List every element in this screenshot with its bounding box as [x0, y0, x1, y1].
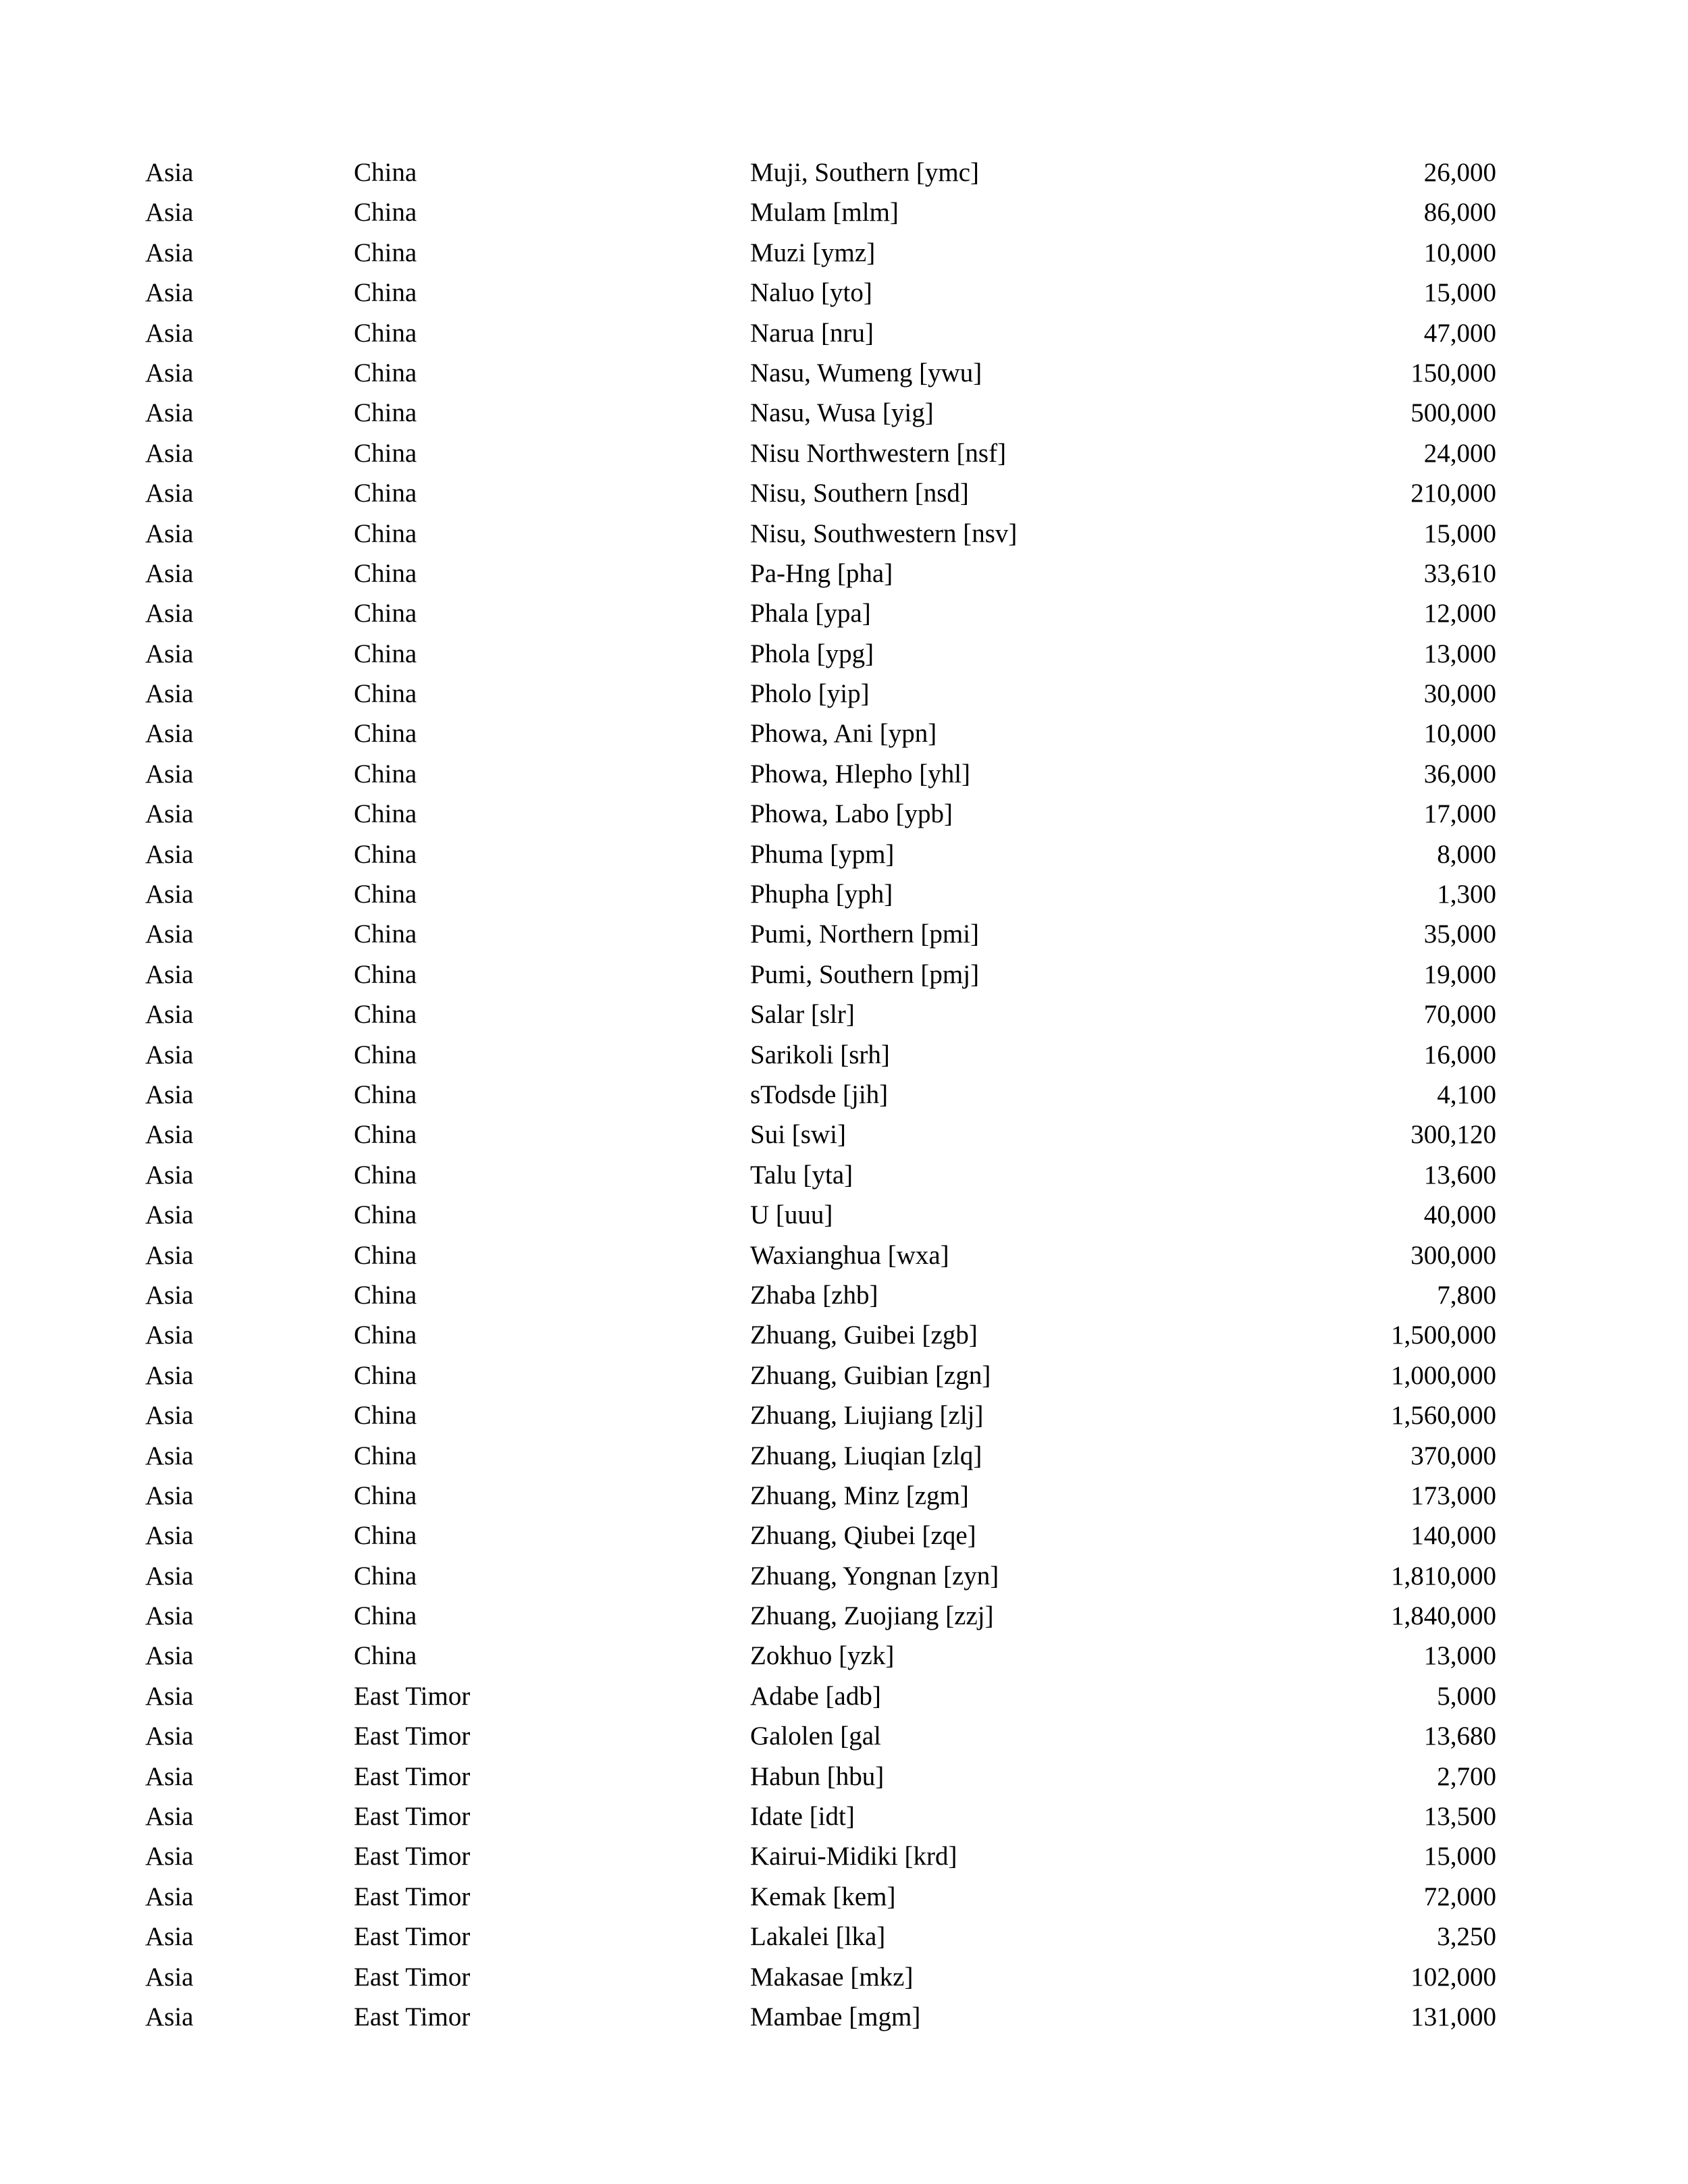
country-cell: China	[354, 1601, 417, 1631]
country-cell: China	[354, 959, 417, 989]
country-cell: China	[354, 1200, 417, 1230]
region-cell: Asia	[145, 1802, 194, 1832]
population-cell: 1,300	[1437, 880, 1496, 909]
table-row	[0, 233, 1688, 273]
population-cell: 5,000	[1437, 1681, 1496, 1711]
language-cell: Salar [slr]	[750, 1000, 855, 1030]
language-cell: Nasu, Wusa [yig]	[750, 398, 934, 428]
table-row	[0, 1035, 1688, 1075]
country-cell: China	[354, 1000, 417, 1030]
population-cell: 17,000	[1423, 799, 1496, 829]
region-cell: Asia	[145, 158, 194, 187]
table-row	[0, 714, 1688, 753]
region-cell: Asia	[145, 719, 194, 749]
language-cell: Idate [idt]	[750, 1802, 855, 1832]
language-cell: Zhuang, Guibian [zgn]	[750, 1360, 991, 1390]
country-cell: China	[354, 759, 417, 789]
population-cell: 8,000	[1437, 839, 1496, 869]
population-cell: 1,810,000	[1391, 1561, 1496, 1591]
table-row	[0, 634, 1688, 674]
region-cell: Asia	[145, 1321, 194, 1350]
table-row	[0, 955, 1688, 994]
country-cell: China	[354, 639, 417, 668]
language-cell: Zhaba [zhb]	[750, 1280, 878, 1310]
table-row	[0, 1716, 1688, 1756]
country-cell: East Timor	[354, 1922, 471, 1952]
population-cell: 210,000	[1410, 479, 1496, 508]
population-cell: 1,000,000	[1391, 1360, 1496, 1390]
country-cell: China	[354, 438, 417, 468]
region-cell: Asia	[145, 1360, 194, 1390]
region-cell: Asia	[145, 1641, 194, 1671]
table-row	[0, 1957, 1688, 1997]
language-cell: Zhuang, Liujiang [zlj]	[750, 1401, 984, 1431]
country-cell: East Timor	[354, 1722, 471, 1751]
country-cell: East Timor	[354, 1761, 471, 1791]
population-cell: 500,000	[1410, 398, 1496, 428]
population-cell: 131,000	[1410, 2002, 1496, 2031]
country-cell: China	[354, 920, 417, 949]
region-cell: Asia	[145, 1681, 194, 1711]
population-cell: 10,000	[1423, 719, 1496, 749]
country-cell: China	[354, 1321, 417, 1350]
region-cell: Asia	[145, 358, 194, 388]
region-cell: Asia	[145, 1000, 194, 1030]
table-row	[0, 192, 1688, 232]
table-row	[0, 1395, 1688, 1435]
population-cell: 47,000	[1423, 318, 1496, 348]
country-cell: China	[354, 1240, 417, 1270]
country-cell: China	[354, 679, 417, 709]
region-cell: Asia	[145, 1240, 194, 1270]
language-cell: Pa-Hng [pha]	[750, 558, 893, 588]
language-cell: Lakalei [lka]	[750, 1922, 886, 1952]
population-cell: 300,000	[1410, 1240, 1496, 1270]
table-row	[0, 1356, 1688, 1395]
table-row	[0, 1636, 1688, 1676]
table-row	[0, 874, 1688, 914]
table-row	[0, 1917, 1688, 1956]
language-cell: Makasae [mkz]	[750, 1962, 914, 1992]
table-row	[0, 353, 1688, 393]
region-cell: Asia	[145, 1040, 194, 1069]
region-cell: Asia	[145, 759, 194, 789]
table-row	[0, 153, 1688, 192]
country-cell: China	[354, 839, 417, 869]
table-row	[0, 1155, 1688, 1195]
language-cell: Zhuang, Guibei [zgb]	[750, 1321, 978, 1350]
region-cell: Asia	[145, 1962, 194, 1992]
region-cell: Asia	[145, 198, 194, 228]
country-cell: East Timor	[354, 1802, 471, 1832]
country-cell: China	[354, 1160, 417, 1190]
region-cell: Asia	[145, 839, 194, 869]
language-cell: Zhuang, Minz [zgm]	[750, 1481, 969, 1510]
language-cell: Zokhuo [yzk]	[750, 1641, 895, 1671]
table-row	[0, 914, 1688, 954]
country-cell: East Timor	[354, 1681, 471, 1711]
country-cell: East Timor	[354, 1842, 471, 1871]
language-cell: Nisu, Southern [nsd]	[750, 479, 969, 508]
country-cell: China	[354, 1401, 417, 1431]
table-row	[0, 1436, 1688, 1476]
population-cell: 7,800	[1437, 1280, 1496, 1310]
region-cell: Asia	[145, 1481, 194, 1510]
region-cell: Asia	[145, 318, 194, 348]
region-cell: Asia	[145, 799, 194, 829]
population-cell: 3,250	[1437, 1922, 1496, 1952]
population-cell: 13,500	[1423, 1802, 1496, 1832]
language-cell: Phowa, Hlepho [yhl]	[750, 759, 971, 789]
country-cell: China	[354, 358, 417, 388]
region-cell: Asia	[145, 1401, 194, 1431]
region-cell: Asia	[145, 479, 194, 508]
country-cell: East Timor	[354, 2002, 471, 2031]
language-cell: Phowa, Ani [ypn]	[750, 719, 937, 749]
country-cell: China	[354, 238, 417, 267]
table-row	[0, 1075, 1688, 1115]
table-row	[0, 514, 1688, 554]
table-row	[0, 1195, 1688, 1235]
country-cell: China	[354, 398, 417, 428]
region-cell: Asia	[145, 1561, 194, 1591]
country-cell: East Timor	[354, 1962, 471, 1992]
table-row	[0, 1315, 1688, 1355]
country-cell: China	[354, 518, 417, 548]
language-cell: Sui [swi]	[750, 1120, 846, 1150]
country-cell: China	[354, 719, 417, 749]
region-cell: Asia	[145, 1120, 194, 1150]
table-row	[0, 834, 1688, 874]
region-cell: Asia	[145, 1922, 194, 1952]
country-cell: China	[354, 1080, 417, 1109]
region-cell: Asia	[145, 238, 194, 267]
population-cell: 1,560,000	[1391, 1401, 1496, 1431]
table-row	[0, 473, 1688, 513]
population-cell: 4,100	[1437, 1080, 1496, 1109]
language-cell: Talu [yta]	[750, 1160, 853, 1190]
region-cell: Asia	[145, 679, 194, 709]
country-cell: China	[354, 1561, 417, 1591]
population-cell: 26,000	[1423, 158, 1496, 187]
region-cell: Asia	[145, 1200, 194, 1230]
population-cell: 10,000	[1423, 238, 1496, 267]
population-cell: 140,000	[1410, 1521, 1496, 1551]
table-row	[0, 1476, 1688, 1516]
language-cell: Phola [ypg]	[750, 639, 874, 668]
table-row	[0, 1516, 1688, 1555]
country-cell: China	[354, 198, 417, 228]
country-cell: China	[354, 278, 417, 308]
region-cell: Asia	[145, 1761, 194, 1791]
population-cell: 13,000	[1423, 1641, 1496, 1671]
population-cell: 370,000	[1410, 1441, 1496, 1470]
language-cell: Zhuang, Liuqian [zlq]	[750, 1441, 982, 1470]
language-cell: Kairui-Midiki [krd]	[750, 1842, 957, 1871]
table-row	[0, 674, 1688, 714]
language-cell: Pholo [yip]	[750, 679, 870, 709]
language-cell: sTodsde [jih]	[750, 1080, 889, 1109]
country-cell: China	[354, 1120, 417, 1150]
table-row	[0, 1997, 1688, 2037]
table-row	[0, 593, 1688, 633]
table-row	[0, 1877, 1688, 1917]
table-row	[0, 1275, 1688, 1315]
country-cell: China	[354, 799, 417, 829]
population-cell: 36,000	[1423, 759, 1496, 789]
region-cell: Asia	[145, 2002, 194, 2031]
table-row	[0, 994, 1688, 1034]
language-cell: Phupha [yph]	[750, 880, 893, 909]
table-row	[0, 1235, 1688, 1275]
table-row	[0, 1596, 1688, 1636]
population-cell: 15,000	[1423, 1842, 1496, 1871]
region-cell: Asia	[145, 438, 194, 468]
language-cell: Pumi, Northern [pmi]	[750, 920, 980, 949]
country-cell: China	[354, 1280, 417, 1310]
population-cell: 15,000	[1423, 518, 1496, 548]
population-cell: 2,700	[1437, 1761, 1496, 1791]
table-row	[0, 794, 1688, 834]
population-cell: 102,000	[1410, 1962, 1496, 1992]
population-cell: 24,000	[1423, 438, 1496, 468]
population-cell: 1,500,000	[1391, 1321, 1496, 1350]
population-cell: 13,600	[1423, 1160, 1496, 1190]
language-cell: Zhuang, Qiubei [zqe]	[750, 1521, 976, 1551]
country-cell: China	[354, 558, 417, 588]
language-cell: Zhuang, Zuojiang [zzj]	[750, 1601, 994, 1631]
region-cell: Asia	[145, 1160, 194, 1190]
language-cell: Zhuang, Yongnan [zyn]	[750, 1561, 999, 1591]
population-cell: 150,000	[1410, 358, 1496, 388]
language-cell: Mulam [mlm]	[750, 198, 899, 228]
region-cell: Asia	[145, 558, 194, 588]
country-cell: China	[354, 880, 417, 909]
region-cell: Asia	[145, 1080, 194, 1109]
region-cell: Asia	[145, 880, 194, 909]
region-cell: Asia	[145, 398, 194, 428]
table-row	[0, 1556, 1688, 1596]
country-cell: China	[354, 1040, 417, 1069]
population-cell: 72,000	[1423, 1882, 1496, 1911]
population-cell: 16,000	[1423, 1040, 1496, 1069]
region-cell: Asia	[145, 1601, 194, 1631]
region-cell: Asia	[145, 1280, 194, 1310]
table-row	[0, 554, 1688, 593]
language-cell: Muzi [ymz]	[750, 238, 876, 267]
table-row	[0, 1676, 1688, 1716]
region-cell: Asia	[145, 639, 194, 668]
language-cell: Galolen [gal	[750, 1722, 881, 1751]
population-cell: 35,000	[1423, 920, 1496, 949]
population-cell: 300,120	[1410, 1120, 1496, 1150]
country-cell: China	[354, 1360, 417, 1390]
population-cell: 13,680	[1423, 1722, 1496, 1751]
population-cell: 70,000	[1423, 1000, 1496, 1030]
region-cell: Asia	[145, 599, 194, 629]
region-cell: Asia	[145, 1882, 194, 1911]
region-cell: Asia	[145, 1521, 194, 1551]
language-cell: U [uuu]	[750, 1200, 833, 1230]
language-cell: Adabe [adb]	[750, 1681, 881, 1711]
region-cell: Asia	[145, 920, 194, 949]
region-cell: Asia	[145, 1842, 194, 1871]
language-cell: Nisu, Southwestern [nsv]	[750, 518, 1018, 548]
table-row	[0, 1836, 1688, 1876]
language-cell: Sarikoli [srh]	[750, 1040, 890, 1069]
region-cell: Asia	[145, 1722, 194, 1751]
population-cell: 12,000	[1423, 599, 1496, 629]
country-cell: China	[354, 1641, 417, 1671]
language-cell: Mambae [mgm]	[750, 2002, 921, 2031]
table-row	[0, 313, 1688, 353]
language-table	[0, 153, 1688, 2037]
population-cell: 86,000	[1423, 198, 1496, 228]
language-cell: Phala [ypa]	[750, 599, 871, 629]
region-cell: Asia	[145, 959, 194, 989]
country-cell: China	[354, 1481, 417, 1510]
table-row	[0, 273, 1688, 313]
population-cell: 40,000	[1423, 1200, 1496, 1230]
population-cell: 19,000	[1423, 959, 1496, 989]
language-cell: Muji, Southern [ymc]	[750, 158, 980, 187]
language-cell: Nasu, Wumeng [ywu]	[750, 358, 982, 388]
table-row	[0, 1757, 1688, 1796]
region-cell: Asia	[145, 278, 194, 308]
language-cell: Phuma [ypm]	[750, 839, 895, 869]
population-cell: 30,000	[1423, 679, 1496, 709]
country-cell: China	[354, 479, 417, 508]
population-cell: 1,840,000	[1391, 1601, 1496, 1631]
population-cell: 33,610	[1423, 558, 1496, 588]
population-cell: 173,000	[1410, 1481, 1496, 1510]
language-cell: Naluo [yto]	[750, 278, 872, 308]
population-cell: 13,000	[1423, 639, 1496, 668]
table-row	[0, 1796, 1688, 1836]
language-cell: Nisu Northwestern [nsf]	[750, 438, 1007, 468]
country-cell: East Timor	[354, 1882, 471, 1911]
language-cell: Kemak [kem]	[750, 1882, 896, 1911]
region-cell: Asia	[145, 518, 194, 548]
table-row	[0, 433, 1688, 473]
table-row	[0, 754, 1688, 794]
language-cell: Waxianghua [wxa]	[750, 1240, 949, 1270]
country-cell: China	[354, 1521, 417, 1551]
country-cell: China	[354, 1441, 417, 1470]
table-row	[0, 1115, 1688, 1154]
language-cell: Phowa, Labo [ypb]	[750, 799, 953, 829]
population-cell: 15,000	[1423, 278, 1496, 308]
table-row	[0, 393, 1688, 433]
language-cell: Pumi, Southern [pmj]	[750, 959, 980, 989]
country-cell: China	[354, 158, 417, 187]
language-cell: Habun [hbu]	[750, 1761, 885, 1791]
country-cell: China	[354, 599, 417, 629]
region-cell: Asia	[145, 1441, 194, 1470]
language-cell: Narua [nru]	[750, 318, 874, 348]
country-cell: China	[354, 318, 417, 348]
